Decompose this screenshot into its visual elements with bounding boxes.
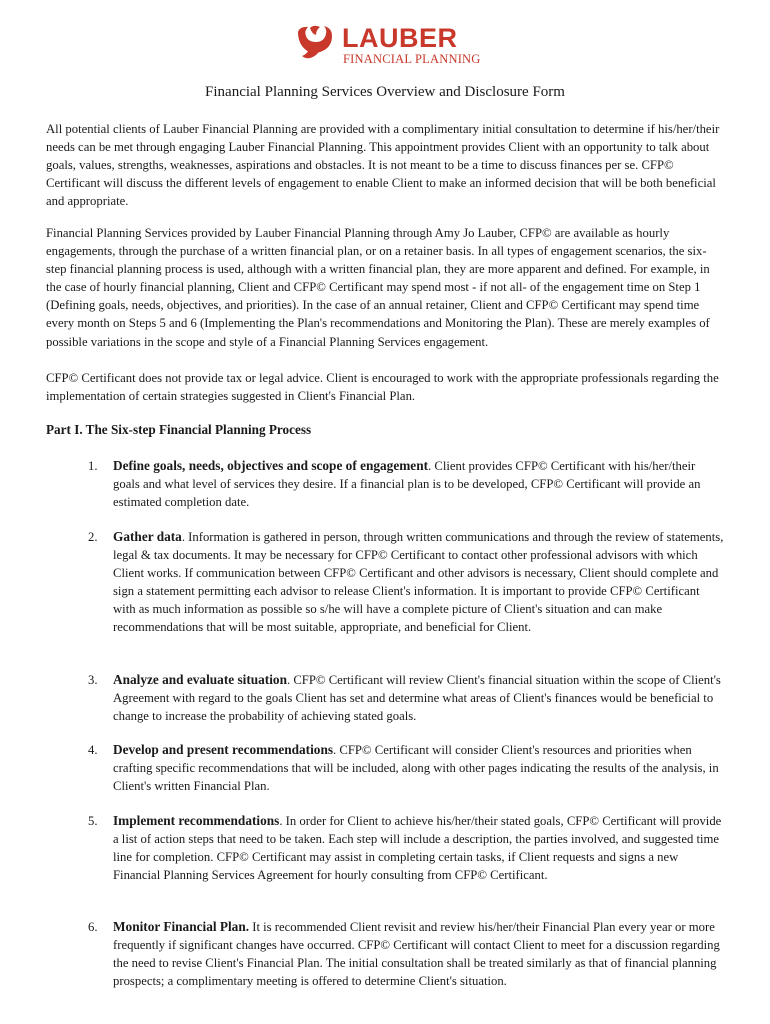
step-text: . Information is gathered in person, through written communications and through the review of statements, legal & tax documents. It may be necessary for CFP© Certificant to contact other professional advisors with which Client works. If communication between CFP© Certificant and other advisors is necessary, Client should complete and sign a statement permitting each advisor to release Client's information. It is important to provide CFP© Certificant with as much information as possible so s/he will have a complete picture of Client's situation and can make recommendations that will be most suitable, appropriate, and beneficial for Client. xyxy=(113,530,724,635)
logo-name: LAUBER xyxy=(342,23,458,53)
company-logo xyxy=(294,22,481,68)
part-heading: Part I. The Six-step Financial Planning Process xyxy=(46,422,312,437)
step-text: . In order for Client to achieve his/her/their stated goals, CFP© Certificant will provide a list of action steps that need to be taken. Each step will include a description, the parties involved, and suggested time line for completion. CFP© Certificant may assist in completing certain tasks, if Client requests and signs a new Financial Planning Services Agreement for hourly consulting from CFP© Certificant. xyxy=(113,814,722,883)
step-text: . CFP© Certificant will consider Client's resources and priorities when crafting specific recommendations that will be included, along with other pages indicating the results of the analysis, in Client's written Financial Plan. xyxy=(113,743,719,794)
step-lead: Define goals, needs, objectives and scope of engagement xyxy=(113,458,429,473)
services-paragraph: Financial Planning Services provided by Lauber Financial Planning through Amy Jo Lauber, CFP© are available as hourly engagements, through the purchase of a written financial plan, or on a retainer basis. In all types of engagement scenarios, the six-step financial planning process is used, although with a written financial plan, they are more apparent and defined. For example, in the case of hourly financial planning, Client and CFP© Certificant may spend most - if not all- of the engagement time on Step 1 (Defining goals, needs, objectives, and priorities). In the case of an annual retainer, Client and CFP© Certificant may spend time every month on Steps 5 and 6 (Implementing the Plan's recommendations and Monitoring the Plan). These are merely examples of possible variations in the scope and style of a Financial Planning Services engagement. xyxy=(46,226,710,349)
logo-subtitle: FINANCIAL PLANNING xyxy=(343,52,481,66)
step-text: It is recommended Client revisit and review his/her/their Financial Plan every year or more frequently if significant changes have occurred. CFP© Certificant will contact Client to meet for a discussion regarding the need to revise Client's Financial Plan. The initial consultation shall be treated similarly as that of financial planning prospects; a complimentary meeting is offered to determine Client's situation. xyxy=(113,920,720,989)
step-lead: Analyze and evaluate situation xyxy=(113,672,287,687)
disclaimer-paragraph: CFP© Certificant does not provide tax or legal advice. Client is encouraged to work with the appropriate professionals regarding the implementation of certain strategies suggested in Client's Financial Plan. xyxy=(46,371,719,404)
step-number: 5. xyxy=(88,814,98,828)
step-number: 2. xyxy=(88,530,98,544)
page-title: Financial Planning Services Overview and Disclosure Form xyxy=(205,84,565,100)
logo-emblem-icon xyxy=(294,22,338,66)
step-lead: Gather data xyxy=(113,529,182,544)
intro-paragraph: All potential clients of Lauber Financial Planning are provided with a complimentary initial consultation to determine if his/her/their needs can be met through engaging Lauber Financial Planning. This appointment provides Client with an opportunity to talk about goals, values, strengths, weaknesses, aspirations and obstacles. It is not meant to be a time to discuss finances per se. CFP© Certificant will discuss the different levels of engagement to enable Client to make an informed decision that will be both beneficial and appropriate. xyxy=(46,122,720,209)
step-number: 3. xyxy=(88,673,98,687)
step-lead: Monitor Financial Plan. xyxy=(113,919,250,934)
step-number: 6. xyxy=(88,920,98,934)
step-number: 4. xyxy=(88,743,98,757)
step-text: . CFP© Certificant will review Client's financial situation within the scope of Client's Agreement with regard to the goals Client has set and determine what areas of Client's finances would be beneficial to change to increase the probability of achieving stated goals. xyxy=(113,673,721,724)
step-number: 1. xyxy=(88,459,98,473)
step-text: . Client provides CFP© Certificant with his/her/their goals and what level of services they desire. If a financial plan is to be developed, CFP© Certificant will provide an estimated completion date. xyxy=(113,459,701,510)
step-lead: Develop and present recommendations xyxy=(113,742,334,757)
step-lead: Implement recommendations xyxy=(113,813,280,828)
